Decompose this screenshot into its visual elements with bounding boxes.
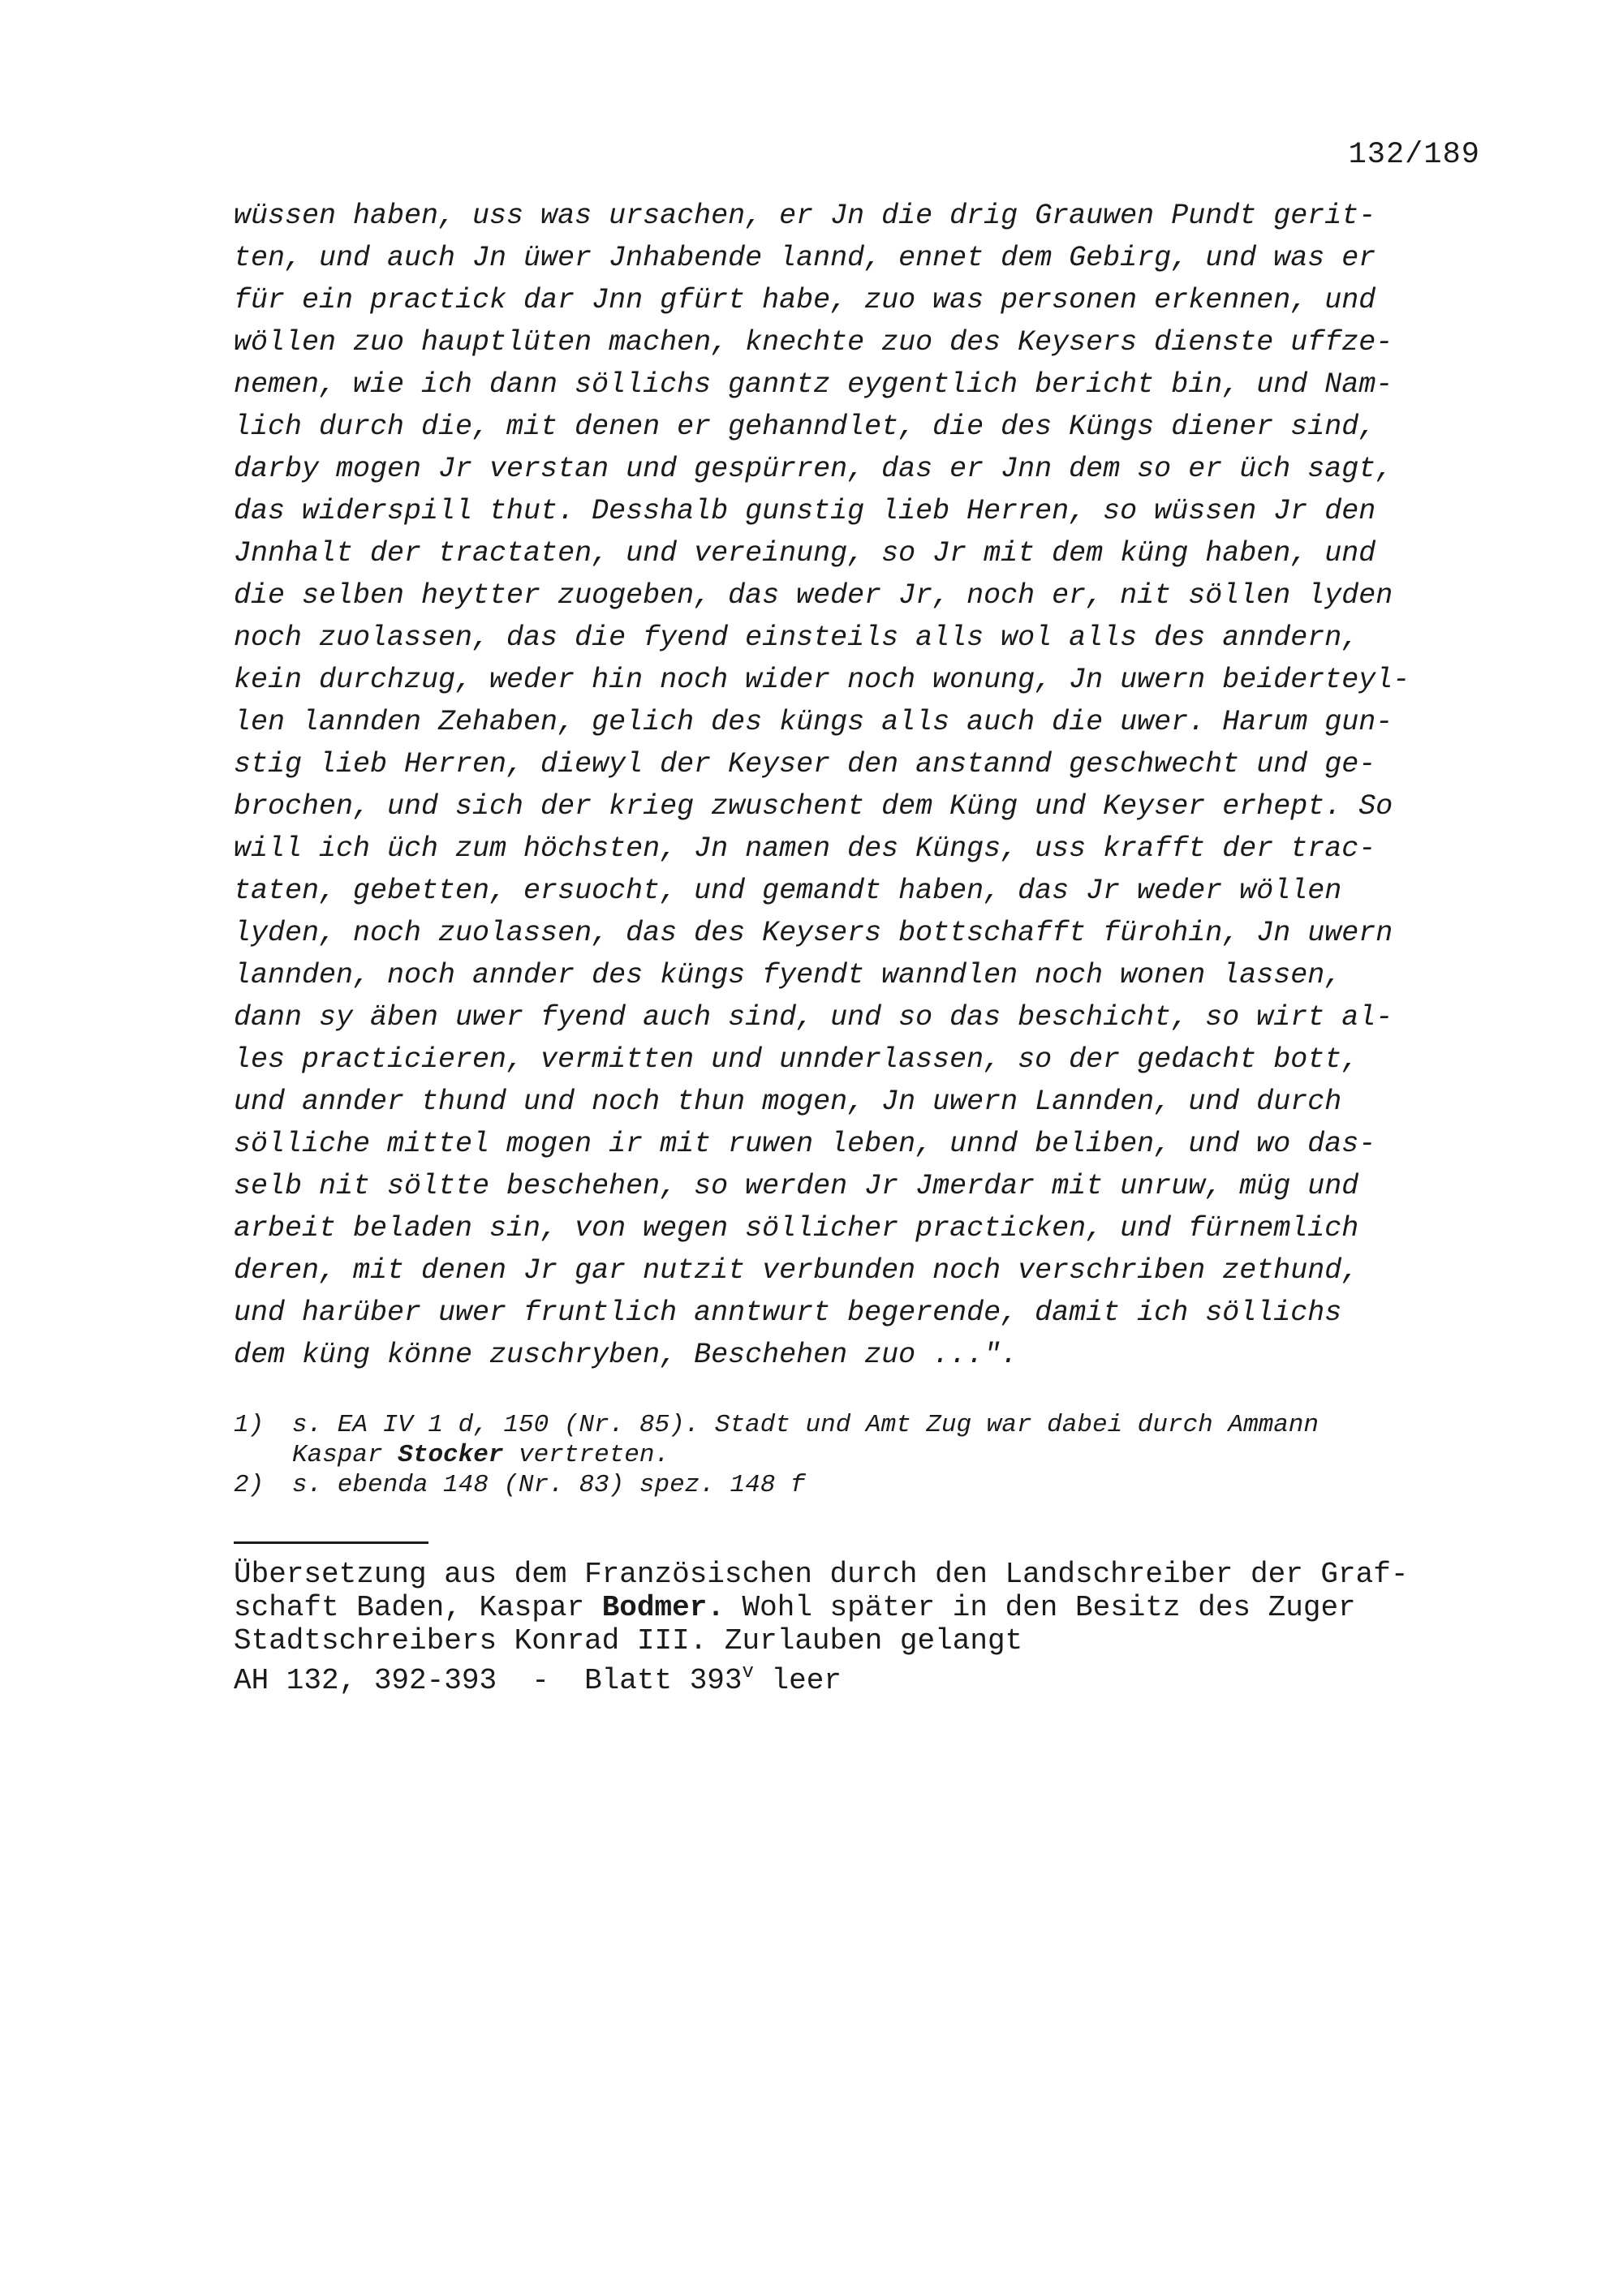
text-line: brochen, und sich der krieg zwuschent dem Küng und Keyser erhept. So: [234, 790, 1393, 823]
footnote-2: [234, 1470, 1500, 1500]
text-line: dann sy äben uwer fyend auch sind, und so das beschicht, so wirt al-: [234, 1001, 1393, 1034]
main-text: [234, 195, 1500, 1376]
footnote-1: [234, 1410, 1500, 1470]
text-line: wüssen haben, uss was ursachen, er Jn die drig Grauwen Pundt gerit-: [234, 200, 1376, 232]
text-line: wöllen zuo hauptlüten machen, knechte zuo des Keysers dienste uffze-: [234, 326, 1393, 359]
text-line: darby mogen Jr verstan und gespürren, das er Jnn dem so er üch sagt,: [234, 453, 1393, 485]
text-line: das widerspill thut. Desshalb gunstig lieb Herren, so wüssen Jr den: [234, 495, 1376, 527]
text-line: taten, gebetten, ersuocht, und gemandt haben, das Jr weder wöllen: [234, 875, 1342, 907]
archive-ref-suffix: leer: [753, 1664, 842, 1697]
footnote-line: s. EA IV 1 d, 150 (Nr. 85). Stadt und Amt Zug war dabei durch Ammann: [292, 1411, 1319, 1439]
footnote-text: [292, 1470, 806, 1500]
footnote-marker: 1): [234, 1411, 265, 1439]
footnote-marker: 2): [234, 1471, 265, 1499]
person-name: Bodmer.: [601, 1591, 725, 1624]
footnote-line: s. ebenda 148 (Nr. 83) spez. 148 f: [292, 1471, 806, 1499]
source-line: [234, 1591, 1500, 1624]
text-line: nemen, wie ich dann söllichs ganntz eygentlich bericht bin, und Nam-: [234, 368, 1393, 401]
text-line: deren, mit denen Jr gar nutzit verbunden noch verschriben zethund,: [234, 1254, 1359, 1287]
text-line: für ein practick dar Jnn gfürt habe, zuo was personen erkennen, und: [234, 284, 1376, 316]
page-number: 132/189: [1348, 138, 1480, 172]
text-line: ten, und auch Jn üwer Jnhabende lannd, ennet dem Gebirg, und was er: [234, 242, 1376, 274]
text-line: will ich üch zum höchsten, Jn namen des Küngs, uss krafft der trac-: [234, 832, 1376, 865]
source-note: [234, 1558, 1500, 1658]
footnote-line: [292, 1440, 1319, 1470]
archive-reference: [234, 1662, 842, 1697]
text-line: kein durchzug, weder hin noch wider noch wonung, Jn uwern beiderteyl-: [234, 664, 1410, 696]
text-line: und annder thund und noch thun mogen, Jn uwern Lannden, und durch: [234, 1086, 1342, 1118]
text-line: dem küng könne zuschryben, Beschehen zuo ...".: [234, 1339, 1018, 1371]
text-line: stig lieb Herren, diewyl der Keyser den anstannd geschwecht und ge-: [234, 748, 1376, 780]
text-line: sölliche mittel mogen ir mit ruwen leben, unnd beliben, und wo das-: [234, 1128, 1376, 1160]
person-name: Stocker: [398, 1441, 504, 1469]
recto-verso-mark: v: [742, 1662, 754, 1683]
text-line: selb nit söltte beschehen, so werden Jr Jmerdar mit unruw, müg und: [234, 1170, 1359, 1202]
footnote-text-fragment: vertreten.: [503, 1441, 670, 1469]
footnotes: [234, 1410, 1500, 1500]
text-line: les practicieren, vermitten und unnderlassen, so der gedacht bott,: [234, 1043, 1359, 1076]
text-line: Jnnhalt der tractaten, und vereinung, so Jr mit dem küng haben, und: [234, 537, 1376, 570]
footnote-text-fragment: Kaspar: [292, 1441, 398, 1469]
archive-ref-text: AH 132, 392-393 - Blatt 393: [234, 1664, 743, 1697]
text-line: lyden, noch zuolassen, das des Keysers bottschafft fürohin, Jn uwern: [234, 917, 1393, 949]
text-line: die selben heytter zuogeben, das weder Jr, noch er, nit söllen lyden: [234, 579, 1393, 612]
text-line: und harüber uwer fruntlich anntwurt begerende, damit ich söllichs: [234, 1296, 1342, 1329]
footnote-text: [292, 1410, 1319, 1470]
text-line: lich durch die, mit denen er gehanndlet, die des Küngs diener sind,: [234, 411, 1376, 443]
source-text-fragment: schaft Baden, Kaspar: [234, 1591, 602, 1624]
text-line: lannden, noch annder des küngs fyendt wanndlen noch wonen lassen,: [234, 959, 1342, 991]
source-line: Stadtschreibers Konrad III. Zurlauben gelangt: [234, 1624, 1023, 1658]
source-text-fragment: Wohl später in den Besitz des Zuger: [724, 1591, 1356, 1624]
text-line: noch zuolassen, das die fyend einsteils alls wol alls des anndern,: [234, 621, 1359, 654]
text-line: arbeit beladen sin, von wegen söllicher practicken, und fürnemlich: [234, 1212, 1359, 1245]
source-line: Übersetzung aus dem Französischen durch den Landschreiber der Graf-: [234, 1558, 1409, 1591]
text-line: len lannden Zehaben, gelich des küngs alls auch die uwer. Harum gun-: [234, 706, 1393, 738]
separator-line: [234, 1541, 428, 1544]
